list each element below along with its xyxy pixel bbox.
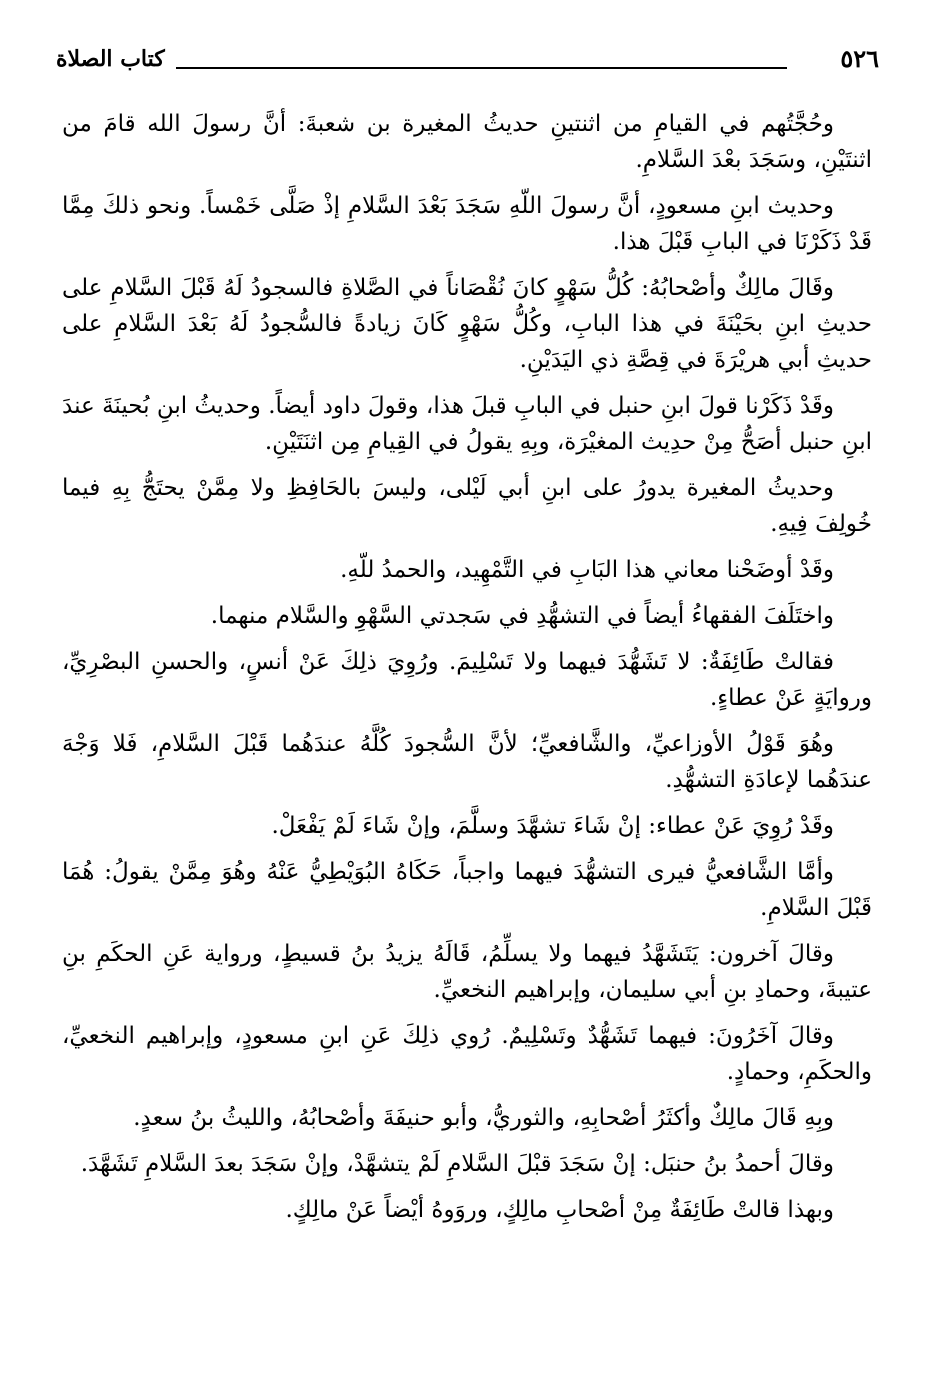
paragraph: فقالتْ طَائِفَةٌ: لا تَشَهُّدَ فيهما ولا تَسْلِيمَ. ورُوِيَ ذلِكَ عَنْ أنسٍ، والحسنِ البصْرِيِّ، وروايَةٍ عَنْ عطاءٍ. — [62, 649, 872, 711]
paragraph: وأمَّا الشَّافعيُّ فيرى التشهُّدَ فيهما واجباً، حَكَاهُ البُوَيْطِيُّ عَنْهُ وهُوَ مِمَّنْ يقولُ: هُمَا قَبْلَ السَّلامِ. — [62, 859, 872, 921]
paragraph: وقَدْ رُوِيَ عَنْ عطاء: إنْ شَاءَ تشهَّدَ وسلَّمَ، وإنْ شَاءَ لَمْ يَفْعَلْ. — [271, 813, 834, 839]
paragraph: وهُوَ قَوْلُ الأوزاعيِّ، والشَّافعيِّ؛ لأنَّ السُّجودَ كُلَّهُ عندَهُما قَبْلَ السَّلامِ، فَلا وَجْهَ عندَهُما لإعادَةِ التشهُّدِ. — [62, 731, 872, 793]
paragraph: وقَالَ مالِكٌ وأصْحابُهُ: كُلُّ سَهْوٍ كانَ نُقْصَاناً في الصَّلاةِ فالسجودُ لَهُ قَبْلَ السَّلامِ على حديثِ ابنِ بحَيْنَةَ في هذا البابِ، وكُلُّ سَهْوٍ كَانَ زيادةً فالسُّجودُ لَهُ بَعْدَ السَّلامِ على حديثِ أبي هريْرَةَ في قِصَّةِ ذي اليَدَيْنِ. — [62, 275, 872, 373]
paragraph: وبِهِ قَالَ مالِكٌ وأكثَرُ أصْحابِهِ، والثوريُّ، وأبو حنيفَةَ وأصْحابُهُ، والليثُ بنُ سعدٍ. — [133, 1105, 834, 1131]
page-number: ٥٢٦ — [840, 44, 879, 73]
header-rule — [176, 67, 787, 69]
chapter-title: كتاب الصلاة — [56, 46, 165, 72]
paragraph: وقالَ آخرون: يَتَشَهَّدُ فيهما ولا يسلِّمُ، قَالَهُ يزيدُ بنُ قسيطٍ، ورواية عَنِ الحكَمِ بنِ عتيبةَ، وحمادِ بنِ أبي سليمان، وإبراهيم النخعيِّ. — [62, 941, 872, 1003]
paragraph: واختَلَفَ الفقهاءُ أيضاً في التشهُّدِ في سَجدتي السَّهْوِ والسَّلام منهما. — [210, 603, 834, 629]
paragraph: وحديث ابنِ مسعودٍ، أنَّ رسولَ اللّهِ سَجَدَ بَعْدَ السَّلامِ إذْ صَلَّى خَمْساً. ونحو ذلكَ مِمَّا قَدْ ذَكَرْنَا في البابِ قَبْلَ هذا. — [62, 193, 872, 255]
paragraph: وقالَ أحمدُ بنُ حنبَل: إنْ سَجَدَ قبْلَ السَّلامِ لَمْ يتشهَّدْ، وإنْ سَجَدَ بعدَ السَّلامِ تَشَهَّدَ. — [80, 1151, 834, 1177]
paragraph: وقالَ آخَرُونَ: فيهما تَشَهُّدٌ وتَسْلِيمٌ. رُوي ذلِكَ عَنِ ابنِ مسعودٍ، وإبراهيم النخعيِّ، والحكَمِ، وحمادٍ. — [62, 1023, 872, 1085]
running-head — [56, 42, 879, 82]
paragraph: وحُجَّتُهم في القيامِ من اثنتينِ حديثُ المغيرة بن شعبةَ: أنَّ رسولَ الله قامَ من اثنتَيْنِ، وسَجَدَ بعْدَ السَّلامِ. — [62, 111, 872, 173]
paragraph: وحديثُ المغيرة يدورُ على ابنِ أبي لَيْلى، وليسَ بالحَافِظِ ولا مِمَّنْ يحتَجُّ بِهِ فيما خُولِفَ فِيهِ. — [62, 475, 872, 537]
body-text — [62, 106, 872, 1238]
paragraph: وقَدْ ذَكَرْنا قولَ ابنِ حنبل في البابِ قبلَ هذا، وقولَ داود أيضاً. وحديثُ ابنِ بُحينَةَ عندَ ابنِ حنبل أصَحُّ مِنْ حدِيث المغيْرَة، وبِهِ يقولُ في القِيامِ مِن اثنَتَيْنِ. — [62, 393, 872, 455]
paragraph: وقَدْ أوضَحْنا معاني هذا البَابِ في التَّمْهِيد، والحمدُ للّهِ. — [340, 557, 834, 583]
paragraph: وبهذا قالتْ طَائِفَةٌ مِنْ أصْحابِ مالِكٍ، وروَوهُ أيْضاً عَنْ مالِكٍ. — [285, 1197, 834, 1223]
